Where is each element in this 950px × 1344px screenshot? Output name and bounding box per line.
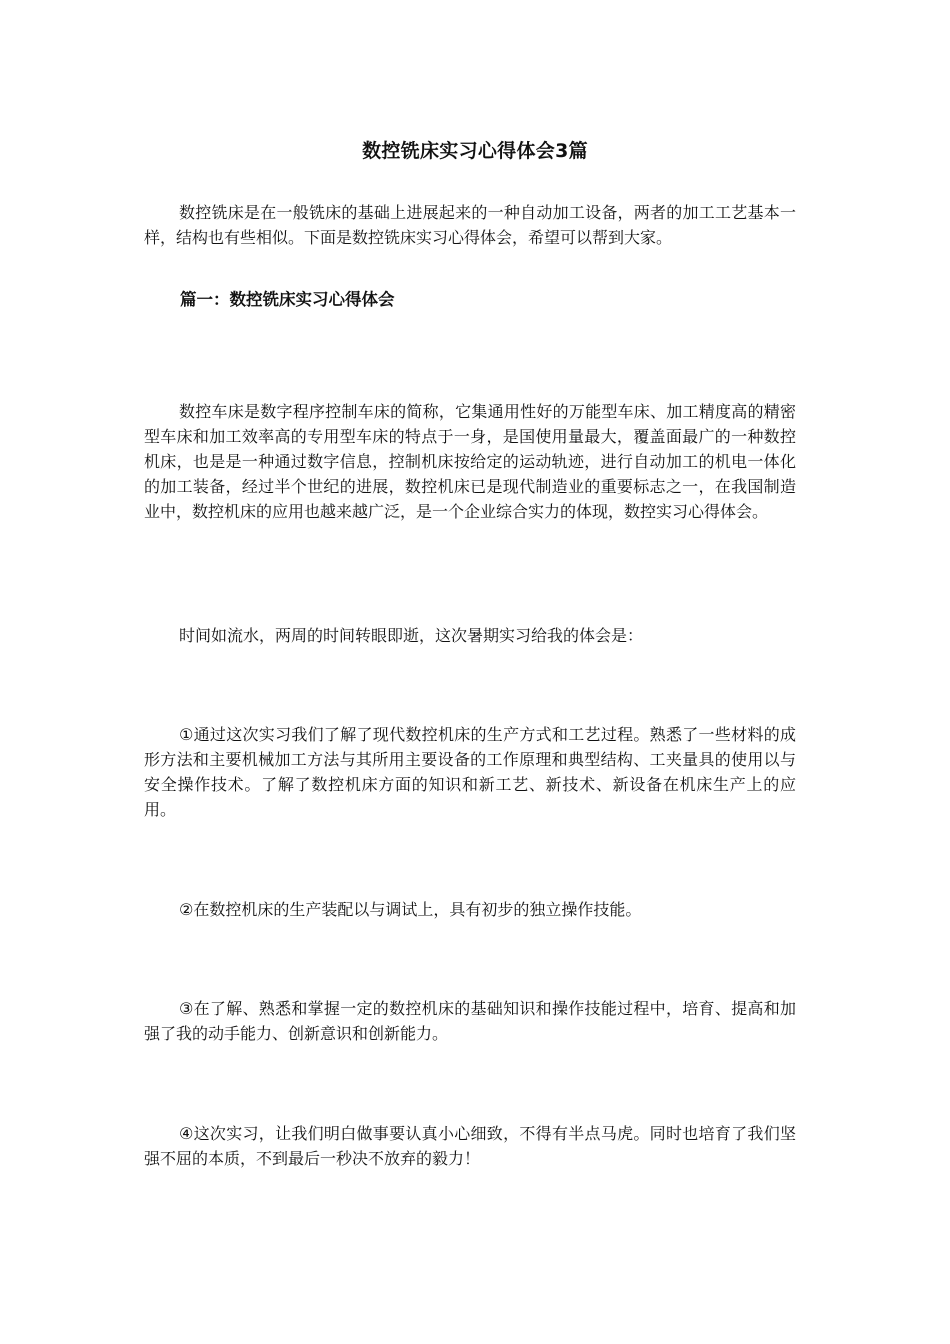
section-heading: 篇一：数控铣床实习心得体会	[180, 290, 395, 309]
body-paragraph: ④这次实习，让我们明白做事要认真小心细致，不得有半点马虎。同时也培育了我们坚强不屈的本质，不到最后一秒决不放弃的毅力！	[144, 1124, 796, 1168]
body-paragraph: ①通过这次实习我们了解了现代数控机床的生产方式和工艺过程。熟悉了一些材料的成形方法和主要机械加工方法与其所用主要设备的工作原理和典型结构、工夹量具的使用以与安全操作技术。了解了数控机床方面的知识和新工艺、新技术、新设备在机床生产上的应用。	[144, 725, 796, 819]
body-paragraph: ③在了解、熟悉和掌握一定的数控机床的基础知识和操作技能过程中，培育、提高和加强了我的动手能力、创新意识和创新能力。	[144, 999, 796, 1043]
intro-paragraph: 数控铣床是在一般铣床的基础上进展起来的一种自动加工设备，两者的加工工艺基本一样，结构也有些相似。下面是数控铣床实习心得体会，希望可以帮到大家。	[144, 203, 796, 247]
body-paragraph: ②在数控机床的生产装配以与调试上，具有初步的独立操作技能。	[179, 900, 642, 919]
body-paragraph: 数控车床是数字程序控制车床的简称，它集通用性好的万能型车床、加工精度高的精密型车床和加工效率高的专用型车床的特点于一身，是国使用量最大，覆盖面最广的一种数控机床，也是是一种通过数字信息，控制机床按给定的运动轨迹，进行自动加工的机电一体化的加工装备，经过半个世纪的进展，数控机床已是现代制造业的重要标志之一，在我国制造业中，数控机床的应用也越来越广泛，是一个企业综合实力的体现，数控实习心得体会。	[144, 402, 796, 521]
body-paragraph: 时间如流水，两周的时间转眼即逝，这次暑期实习给我的体会是：	[179, 626, 644, 645]
document-title: 数控铣床实习心得体会3篇	[362, 140, 588, 162]
